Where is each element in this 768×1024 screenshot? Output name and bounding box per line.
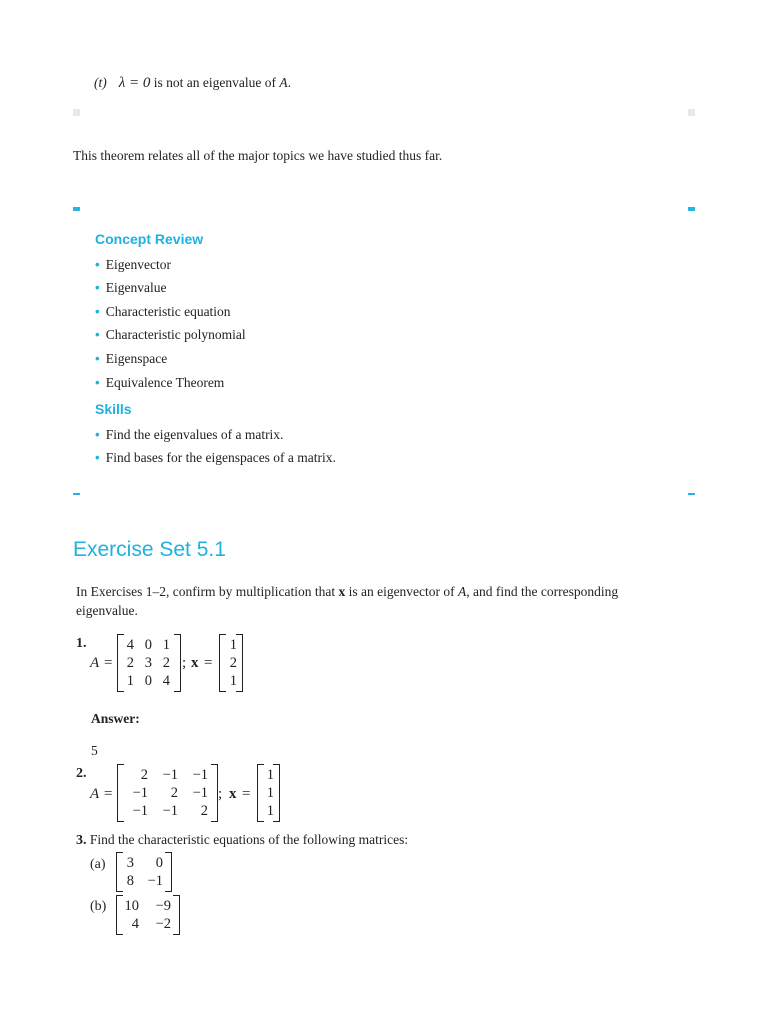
instr-pre: In Exercises 1–2, confirm by multiplication that	[76, 584, 336, 599]
bullet-icon: •	[95, 304, 100, 319]
matrix-cell: 2	[126, 655, 134, 671]
matrix-cell: 2	[200, 803, 208, 819]
ex1-vector-x	[219, 634, 243, 692]
list-item	[95, 326, 246, 344]
answer-value: 5	[91, 743, 98, 758]
skills-heading: Skills	[95, 401, 132, 417]
list-item	[95, 303, 231, 321]
ex3b-matrix	[116, 895, 180, 935]
ex3a-matrix	[116, 852, 172, 892]
instr-x: x	[338, 584, 346, 599]
ex1-x-label: x	[191, 655, 199, 671]
exercise-3-text: Find the characteristic equations of the following matrices:	[89, 832, 409, 847]
ex2-x-label: x	[229, 786, 237, 802]
instr-A: A	[458, 584, 467, 599]
exercise-set-title: Exercise Set 5.1	[73, 538, 226, 561]
matrix-cell: −1	[132, 803, 148, 819]
exercise-instructions	[76, 582, 676, 620]
exercise-1-number: 1.	[76, 636, 87, 651]
matrix-cell: 4	[162, 673, 170, 689]
matrix-cell: 2	[140, 767, 148, 783]
exercise-3	[76, 830, 408, 850]
list-item	[95, 449, 336, 467]
section-marker-left	[73, 207, 80, 211]
theorem-item-t	[94, 73, 291, 93]
vector-cell: 1	[229, 637, 237, 653]
matrix-cell: −1	[147, 873, 163, 889]
matrix-cell: −2	[155, 916, 171, 932]
item-text: is not an eigenvalue of	[153, 75, 276, 90]
marker-left	[73, 109, 80, 116]
matrix-cell: 3	[126, 855, 134, 871]
matrix-cell: 0	[144, 673, 152, 689]
item-label: (t)	[94, 75, 107, 90]
matrix-cell: −1	[132, 785, 148, 801]
ex1-equals: =	[104, 655, 113, 671]
ex2-x-equals: =	[242, 786, 251, 802]
ex1-matrix-A	[117, 634, 181, 692]
ex2-A-label: A	[90, 786, 100, 802]
exercise-3-number: 3.	[76, 833, 87, 848]
matrix-cell: 1	[126, 673, 134, 689]
skill-item: Find bases for the eigenspaces of a matrix.	[105, 450, 336, 465]
vector-cell: 1	[229, 673, 237, 689]
list-item	[95, 426, 283, 444]
concept-item: Characteristic equation	[105, 304, 231, 319]
concept-item: Characteristic polynomial	[105, 327, 246, 342]
bullet-icon: •	[95, 257, 100, 272]
ex2-vector-x	[257, 764, 280, 822]
section-end-marker-right	[688, 493, 695, 495]
matrix-cell: −1	[162, 767, 178, 783]
ex1-x-equals: =	[204, 655, 213, 671]
item-var: A	[279, 75, 288, 90]
instr-post: , and find the corresponding eigenvalue.	[76, 584, 619, 618]
bullet-icon: •	[95, 280, 100, 295]
vector-cell: 1	[266, 767, 274, 783]
skill-item: Find the eigenvalues of a matrix.	[105, 427, 284, 442]
ex1-sep: ;	[182, 655, 187, 671]
concept-item: Eigenspace	[105, 351, 168, 366]
list-item	[95, 374, 224, 392]
concept-review-heading: Concept Review	[95, 231, 204, 247]
section-marker-right	[688, 207, 695, 211]
concept-item: Eigenvalue	[105, 280, 167, 295]
matrix-cell: −1	[192, 785, 208, 801]
matrix-cell: 0	[144, 637, 152, 653]
ex2-equals: =	[104, 786, 113, 802]
bullet-icon: •	[95, 375, 100, 390]
bullet-icon: •	[95, 327, 100, 342]
matrix-cell: 2	[162, 655, 170, 671]
list-item	[95, 350, 167, 368]
matrix-cell: 2	[170, 785, 178, 801]
matrix-cell: −9	[155, 898, 171, 914]
list-item	[95, 279, 166, 297]
ex1-A-label: A	[90, 655, 100, 671]
answer-label: Answer:	[91, 711, 140, 726]
matrix-cell: 8	[126, 873, 134, 889]
matrix-cell: 4	[131, 916, 139, 932]
lambda-math: λ = 0	[118, 75, 151, 91]
matrix-cell: 10	[124, 898, 139, 914]
matrix-cell: 3	[144, 655, 152, 671]
exercise-2-number: 2.	[76, 766, 87, 781]
marker-right	[688, 109, 695, 116]
ex3b-label: (b)	[90, 899, 107, 914]
concept-item: Equivalence Theorem	[105, 375, 225, 390]
vector-cell: 1	[266, 785, 274, 801]
item-period: .	[287, 75, 291, 90]
matrix-cell: 0	[155, 855, 163, 871]
list-item	[95, 256, 171, 274]
bullet-icon: •	[95, 450, 100, 465]
ex2-sep: ;	[218, 786, 223, 802]
bullet-icon: •	[95, 351, 100, 366]
matrix-cell: −1	[192, 767, 208, 783]
ex2-matrix-A	[117, 764, 218, 822]
vector-cell: 2	[229, 655, 237, 671]
ex3a-label: (a)	[90, 857, 106, 872]
matrix-cell: 1	[162, 637, 170, 653]
intro-text: This theorem relates all of the major topics we have studied thus far.	[73, 148, 443, 163]
matrix-cell: 4	[126, 637, 134, 653]
concept-item: Eigenvector	[105, 257, 171, 272]
vector-cell: 1	[266, 803, 274, 819]
matrix-cell: −1	[162, 803, 178, 819]
bullet-icon: •	[95, 427, 100, 442]
instr-mid: is an eigenvector of	[348, 584, 455, 599]
section-end-marker-left	[73, 493, 80, 495]
